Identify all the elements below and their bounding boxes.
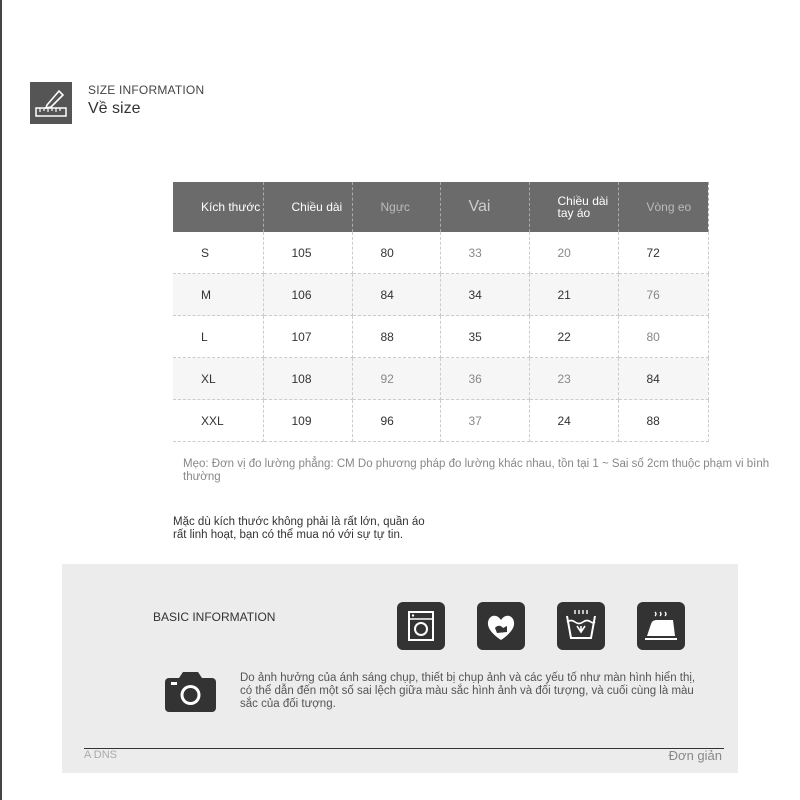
cell-chest: 96 bbox=[352, 400, 440, 442]
footer-style: Đơn giản bbox=[668, 748, 722, 763]
cell-size: S bbox=[173, 232, 263, 274]
footer-brand: A DNS bbox=[84, 749, 118, 761]
cell-waist: 76 bbox=[618, 274, 708, 316]
cell-waist: 84 bbox=[618, 358, 708, 400]
col-header-shoulder: Vai bbox=[440, 182, 529, 232]
table-row bbox=[173, 400, 708, 442]
section-title: Về size bbox=[88, 100, 141, 117]
size-table bbox=[173, 182, 709, 442]
cell-sleeve: 22 bbox=[529, 316, 618, 358]
cell-shoulder: 33 bbox=[440, 232, 529, 274]
wash-tub-icon bbox=[557, 602, 605, 650]
fit-note: Mặc dù kích thước không phải là rất lớn, quần áo rất linh hoạt, bạn có thể mua nó với sự tự tin. bbox=[173, 516, 425, 541]
cell-size: XL bbox=[173, 358, 263, 400]
cell-chest: 80 bbox=[352, 232, 440, 274]
camera-icon bbox=[163, 669, 218, 714]
table-row bbox=[173, 274, 708, 316]
basic-info-panel bbox=[62, 564, 738, 773]
col-header-waist: Vòng eo bbox=[618, 182, 708, 232]
cell-length: 106 bbox=[263, 274, 352, 316]
ruler-pencil-icon bbox=[30, 82, 72, 124]
cell-waist: 88 bbox=[618, 400, 708, 442]
table-row bbox=[173, 316, 708, 358]
cell-size: M bbox=[173, 274, 263, 316]
cell-chest: 92 bbox=[352, 358, 440, 400]
col-header-sleeve: Chiều dài tay áo bbox=[529, 182, 618, 232]
cell-sleeve: 23 bbox=[529, 358, 618, 400]
basic-info-title: BASIC INFORMATION bbox=[153, 610, 276, 624]
washing-machine-icon bbox=[397, 602, 445, 650]
cell-length: 107 bbox=[263, 316, 352, 358]
cell-length: 108 bbox=[263, 358, 352, 400]
cell-length: 109 bbox=[263, 400, 352, 442]
size-table-header bbox=[173, 182, 708, 232]
cell-waist: 80 bbox=[618, 316, 708, 358]
measurement-note: Mẹo: Đơn vị đo lường phẳng: CM Do phương pháp đo lường khác nhau, tồn tại 1 ~ Sai số 2cm thuộc phạm vi bình thường bbox=[183, 458, 770, 483]
col-header-chest: Ngực bbox=[352, 182, 440, 232]
cell-sleeve: 21 bbox=[529, 274, 618, 316]
cell-waist: 72 bbox=[618, 232, 708, 274]
cell-shoulder: 36 bbox=[440, 358, 529, 400]
hand-wash-icon bbox=[477, 602, 525, 650]
cell-size: L bbox=[173, 316, 263, 358]
color-disclaimer: Do ảnh hưởng của ánh sáng chụp, thiết bị chụp ảnh và các yếu tố như màn hình hiển thị, có thể dẫn đến một số sai lệch giữa màu sắc hình ảnh và đối tượng, và cuối cùng là màu sắc của đối tượng. bbox=[240, 672, 696, 710]
cell-chest: 88 bbox=[352, 316, 440, 358]
cell-sleeve: 20 bbox=[529, 232, 618, 274]
iron-icon bbox=[637, 602, 685, 650]
cell-shoulder: 35 bbox=[440, 316, 529, 358]
cell-chest: 84 bbox=[352, 274, 440, 316]
cell-shoulder: 37 bbox=[440, 400, 529, 442]
cell-length: 105 bbox=[263, 232, 352, 274]
cell-shoulder: 34 bbox=[440, 274, 529, 316]
divider bbox=[84, 748, 724, 749]
col-header-length: Chiều dài bbox=[263, 182, 352, 232]
table-row bbox=[173, 358, 708, 400]
table-row bbox=[173, 232, 708, 274]
cell-size: XXL bbox=[173, 400, 263, 442]
left-border-line bbox=[0, 0, 2, 800]
section-subtitle: SIZE INFORMATION bbox=[88, 83, 205, 97]
col-header-size: Kích thước bbox=[173, 182, 263, 232]
cell-sleeve: 24 bbox=[529, 400, 618, 442]
